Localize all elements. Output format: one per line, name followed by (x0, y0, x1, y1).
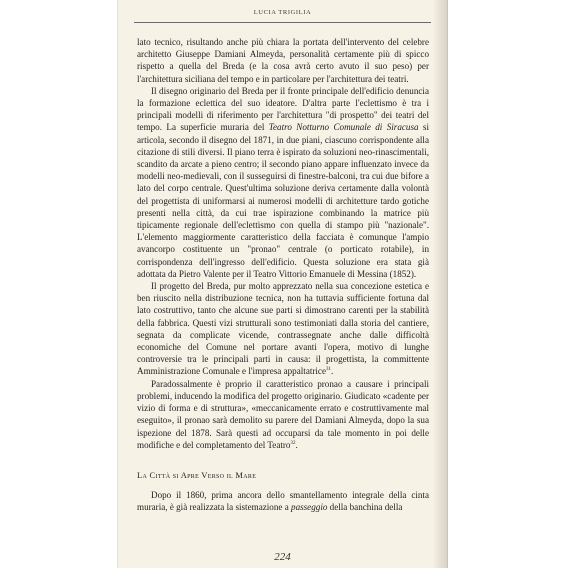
page-number: 224 (274, 551, 291, 563)
page-gutter-shadow (432, 0, 448, 568)
footnote-ref-32: 32 (290, 440, 296, 446)
running-header: LUCIA TRIGILIA (253, 9, 312, 16)
header-rule (134, 22, 431, 23)
paragraph-4-end: . (295, 439, 298, 450)
paragraph-3-end: . (331, 366, 334, 377)
paragraph-3 (137, 280, 429, 378)
body-text (137, 36, 429, 514)
paragraph-4-text: Paradossalmente è proprio il caratteristico pronao a causare i principali problemi, inducendo la modifica del progetto originario. Giudicato «cadente per vizio di forma e di struttura», «meccanicamente errato e costruttivamente mal eseguito», il pronao sarà demolito su parere del Damiani Almeyda, dopo la sua ispezione del 1878. Sarà questi ad occuparsi da tale momento in poi delle modifiche e del completamento del Teatro (137, 378, 429, 450)
paragraph-1: lato tecnico, risultando anche più chiara la portata dell'intervento del celebre architetto Giuseppe Damiani Almeyda, personalità certamente più di spicco rispetto a quella del Breda (e la cosa avrà certo avuto il suo peso) per l'architettura siciliana del tempo e in particolare per l'architettura dei teatri. (137, 37, 429, 84)
theatre-name: Teatro Notturno Comunale di Siracusa (268, 122, 419, 133)
paragraph-2 (137, 85, 429, 280)
paragraph-5-part-b: della banchina della (327, 502, 403, 513)
paragraph-3-text: Il progetto del Breda, pur molto apprezzato nella sua concezione estetica e ben riuscito nella distribuzione tecnica, non ha tuttavia sufficiente fortuna dal lato costruttivo, tanto che alcune sue parti si dimostrano carenti per la stabilità della fabbrica. Questi vizi strutturali sono testimoniati dalla storia del cantiere, segnata da complicate vicende, contrassegnate anche dalle difficoltà economiche del Comune nel portare avanti l'opera, motivo di lunghe controversie tra le principali parti in causa: il progettista, la committente Amministrazione Comunale e l'impresa appaltatrice (137, 281, 429, 377)
paragraph-2-part-a: Il disegno originario del Breda per il fronte principale dell'edificio denuncia la formazione eclettica del suo ideatore. D'altra parte l'eclettismo è tra i principali modelli di riferimento per l'architettura "di prospetto" dei teatri del tempo. La superficie muraria del (137, 85, 429, 133)
passeggio-word: passeggio (291, 502, 328, 513)
paragraph-5 (137, 489, 429, 513)
footnote-ref-31: 31 (326, 367, 332, 373)
paragraph-4 (137, 378, 429, 451)
paragraph-5-part-a: Dopo il 1860, prima ancora dello smantellamento integrale della cinta muraria, è già realizzata la sistemazione a (137, 490, 429, 513)
book-page (117, 0, 448, 568)
section-title: La Città si Apre Verso il Mare (137, 469, 257, 480)
paragraph-2-part-b: si articola, secondo il disegno del 1871, in due piani, ciascuno corrispondente alla citazione di stili diversi. Il piano terra è ispirato da soluzioni neo-rinascimentali, scandito da arcate a pieno centro; il secondo piano appare influenzato invece da modelli neo-medievali, con il susseguirsi di finestre-balconi, tra cui due bifore a lato del corpo centrale. Quest'ultima soluzione deriva certamente dalla volontà del progettista di uniformarsi ai numerosi modelli di architetture tardo gotiche presenti nella città, da cui trae ispirazione combinando la matrice più tipicamente regionale dell'eclettismo con quella di stampo più "nazionale". L'elemento maggiormente caratteristico della facciata è comunque l'ampio avancorpo costituente un "pronao" centrale (o porticato rotabile), in corrispondenza dell'ingresso dell'edificio. Questa soluzione era stata già adottata da Pietro Valente per il Teatro Vittorio Emanuele di Messina (1852). (137, 122, 429, 279)
